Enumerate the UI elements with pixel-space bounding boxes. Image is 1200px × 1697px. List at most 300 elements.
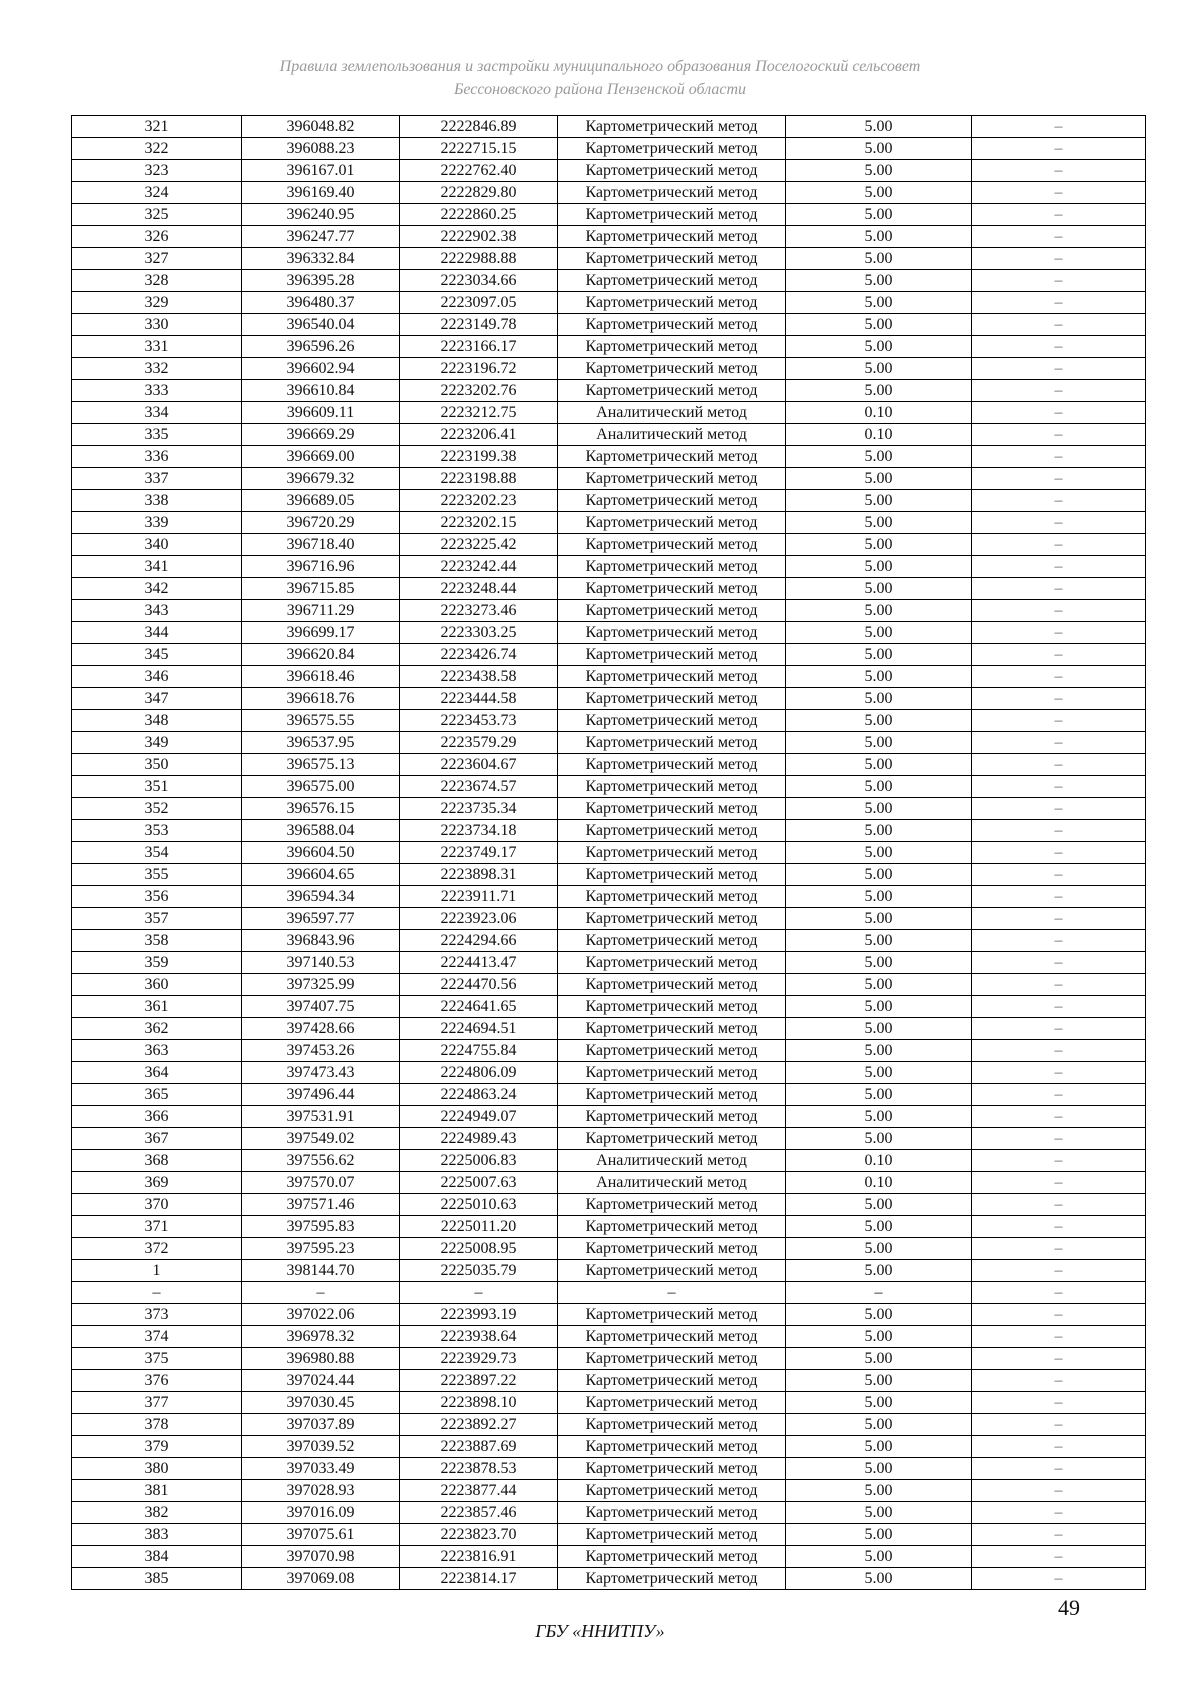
accuracy-cell: 0.10 [786, 1172, 972, 1194]
x-coordinate-cell: 397595.83 [242, 1216, 400, 1238]
accuracy-cell: 5.00 [786, 1062, 972, 1084]
note-cell: – [972, 1480, 1146, 1502]
point-number-cell: 364 [72, 1062, 242, 1084]
accuracy-cell: 5.00 [786, 908, 972, 930]
x-coordinate-cell: 397531.91 [242, 1106, 400, 1128]
note-cell: – [972, 314, 1146, 336]
note-cell: – [972, 1546, 1146, 1568]
method-cell: Картометрический метод [558, 512, 786, 534]
x-coordinate-cell: 398144.70 [242, 1260, 400, 1282]
x-coordinate-cell: 396711.29 [242, 600, 400, 622]
table-row [72, 1018, 1146, 1040]
table-row [72, 116, 1146, 138]
note-cell: – [972, 512, 1146, 534]
point-number-cell: 368 [72, 1150, 242, 1172]
note-cell: – [972, 1018, 1146, 1040]
table-row [72, 1480, 1146, 1502]
y-coordinate-cell: 2223225.42 [400, 534, 558, 556]
method-cell: Аналитический метод [558, 1150, 786, 1172]
method-cell: Аналитический метод [558, 424, 786, 446]
table-row [72, 1304, 1146, 1326]
accuracy-cell: 5.00 [786, 1524, 972, 1546]
accuracy-cell: 5.00 [786, 578, 972, 600]
table-row [72, 468, 1146, 490]
accuracy-cell: 5.00 [786, 1216, 972, 1238]
accuracy-cell: 5.00 [786, 380, 972, 402]
table-row [72, 1084, 1146, 1106]
table-row [72, 930, 1146, 952]
x-coordinate-cell: 396537.95 [242, 732, 400, 754]
x-coordinate-cell: 396575.55 [242, 710, 400, 732]
method-cell: Картометрический метод [558, 1128, 786, 1150]
point-number-cell: 325 [72, 204, 242, 226]
method-cell: Картометрический метод [558, 1018, 786, 1040]
method-cell: Картометрический метод [558, 1084, 786, 1106]
point-number-cell: 1 [72, 1260, 242, 1282]
table-row [72, 556, 1146, 578]
note-cell: – [972, 930, 1146, 952]
table-row [72, 754, 1146, 776]
x-coordinate-cell: 396609.11 [242, 402, 400, 424]
method-cell: Картометрический метод [558, 446, 786, 468]
point-number-cell: 353 [72, 820, 242, 842]
x-coordinate-cell: 396689.05 [242, 490, 400, 512]
accuracy-cell: 5.00 [786, 952, 972, 974]
method-cell: Картометрический метод [558, 1348, 786, 1370]
method-cell: Аналитический метод [558, 1172, 786, 1194]
point-number-cell: 365 [72, 1084, 242, 1106]
method-cell: Картометрический метод [558, 666, 786, 688]
y-coordinate-cell: 2223823.70 [400, 1524, 558, 1546]
accuracy-cell: 5.00 [786, 1502, 972, 1524]
table-row [72, 534, 1146, 556]
method-cell: Картометрический метод [558, 1480, 786, 1502]
point-number-cell: 345 [72, 644, 242, 666]
method-cell: Картометрический метод [558, 1568, 786, 1590]
table-row [72, 1568, 1146, 1590]
table-row [72, 424, 1146, 446]
table-row [72, 974, 1146, 996]
x-coordinate-cell: 397030.45 [242, 1392, 400, 1414]
y-coordinate-cell: 2222829.80 [400, 182, 558, 204]
method-cell: Картометрический метод [558, 1502, 786, 1524]
method-cell: Картометрический метод [558, 380, 786, 402]
accuracy-cell: 5.00 [786, 226, 972, 248]
note-cell: – [972, 556, 1146, 578]
note-cell: – [972, 138, 1146, 160]
x-coordinate-cell: 397325.99 [242, 974, 400, 996]
document-header [0, 55, 1200, 101]
note-cell: – [972, 1524, 1146, 1546]
table-row [72, 776, 1146, 798]
note-cell: – [972, 1150, 1146, 1172]
point-number-cell: 327 [72, 248, 242, 270]
x-coordinate-cell: 397570.07 [242, 1172, 400, 1194]
table-row [72, 1172, 1146, 1194]
note-cell: – [972, 358, 1146, 380]
note-cell: – [972, 1040, 1146, 1062]
x-coordinate-cell: 396602.94 [242, 358, 400, 380]
point-number-cell: 337 [72, 468, 242, 490]
table-row [72, 1216, 1146, 1238]
table-row [72, 688, 1146, 710]
x-coordinate-cell: 397028.93 [242, 1480, 400, 1502]
method-cell: Картометрический метод [558, 886, 786, 908]
point-number-cell: 374 [72, 1326, 242, 1348]
method-cell: Картометрический метод [558, 1062, 786, 1084]
method-cell: Картометрический метод [558, 204, 786, 226]
note-cell: – [972, 402, 1146, 424]
method-cell: Картометрический метод [558, 754, 786, 776]
point-number-cell: 385 [72, 1568, 242, 1590]
y-coordinate-cell: 2224294.66 [400, 930, 558, 952]
accuracy-cell: 5.00 [786, 930, 972, 952]
accuracy-cell: 5.00 [786, 468, 972, 490]
accuracy-cell: 5.00 [786, 336, 972, 358]
y-coordinate-cell: 2224694.51 [400, 1018, 558, 1040]
y-coordinate-cell: 2224470.56 [400, 974, 558, 996]
accuracy-cell: 0.10 [786, 1150, 972, 1172]
accuracy-cell: 5.00 [786, 116, 972, 138]
y-coordinate-cell: 2223444.58 [400, 688, 558, 710]
y-coordinate-cell: 2223034.66 [400, 270, 558, 292]
x-coordinate-cell: 397070.98 [242, 1546, 400, 1568]
note-cell: – [972, 732, 1146, 754]
y-coordinate-cell: 2223097.05 [400, 292, 558, 314]
point-number-cell: 330 [72, 314, 242, 336]
table-row [72, 380, 1146, 402]
note-cell: – [972, 864, 1146, 886]
accuracy-cell: 5.00 [786, 820, 972, 842]
note-cell: – [972, 1062, 1146, 1084]
note-cell: – [972, 1084, 1146, 1106]
coordinates-table [71, 115, 1146, 1590]
table-row [72, 358, 1146, 380]
y-coordinate-cell: 2223303.25 [400, 622, 558, 644]
point-number-cell: 343 [72, 600, 242, 622]
y-coordinate-cell: 2223929.73 [400, 1348, 558, 1370]
note-cell: – [972, 996, 1146, 1018]
y-coordinate-cell: 2224755.84 [400, 1040, 558, 1062]
y-coordinate-cell: 2223426.74 [400, 644, 558, 666]
table-row [72, 138, 1146, 160]
note-cell: – [972, 1260, 1146, 1282]
note-cell: – [972, 380, 1146, 402]
table-row [72, 292, 1146, 314]
x-coordinate-cell: 396540.04 [242, 314, 400, 336]
method-cell: Картометрический метод [558, 116, 786, 138]
y-coordinate-cell: 2223892.27 [400, 1414, 558, 1436]
table-row [72, 160, 1146, 182]
table-row [72, 1546, 1146, 1568]
x-coordinate-cell: 396604.50 [242, 842, 400, 864]
note-cell: – [972, 1326, 1146, 1348]
table-row [72, 666, 1146, 688]
table-row [72, 1062, 1146, 1084]
table-row [72, 248, 1146, 270]
accuracy-cell: 5.00 [786, 776, 972, 798]
accuracy-cell: 5.00 [786, 666, 972, 688]
page-number: 49 [1058, 1595, 1080, 1620]
x-coordinate-cell: 396576.15 [242, 798, 400, 820]
y-coordinate-cell: 2223166.17 [400, 336, 558, 358]
table-row [72, 1194, 1146, 1216]
accuracy-cell: 5.00 [786, 1084, 972, 1106]
x-coordinate-cell: 396604.65 [242, 864, 400, 886]
note-cell: – [972, 292, 1146, 314]
x-coordinate-cell: – [242, 1282, 400, 1304]
y-coordinate-cell: 2223816.91 [400, 1546, 558, 1568]
method-cell: Картометрический метод [558, 908, 786, 930]
x-coordinate-cell: 396480.37 [242, 292, 400, 314]
y-coordinate-cell: 2223938.64 [400, 1326, 558, 1348]
accuracy-cell: 5.00 [786, 1326, 972, 1348]
y-coordinate-cell: 2224863.24 [400, 1084, 558, 1106]
method-cell: Картометрический метод [558, 248, 786, 270]
y-coordinate-cell: 2223202.15 [400, 512, 558, 534]
accuracy-cell: 5.00 [786, 204, 972, 226]
point-number-cell: 357 [72, 908, 242, 930]
y-coordinate-cell: 2224989.43 [400, 1128, 558, 1150]
note-cell: – [972, 116, 1146, 138]
note-cell: – [972, 534, 1146, 556]
y-coordinate-cell: 2223242.44 [400, 556, 558, 578]
point-number-cell: 382 [72, 1502, 242, 1524]
y-coordinate-cell: 2223911.71 [400, 886, 558, 908]
method-cell: – [558, 1282, 786, 1304]
point-number-cell: 328 [72, 270, 242, 292]
y-coordinate-cell: 2223735.34 [400, 798, 558, 820]
table-row [72, 1392, 1146, 1414]
y-coordinate-cell: 2225011.20 [400, 1216, 558, 1238]
x-coordinate-cell: 397140.53 [242, 952, 400, 974]
y-coordinate-cell: 2223453.73 [400, 710, 558, 732]
note-cell: – [972, 688, 1146, 710]
point-number-cell: 367 [72, 1128, 242, 1150]
method-cell: Картометрический метод [558, 864, 786, 886]
point-number-cell: 379 [72, 1436, 242, 1458]
point-number-cell: 340 [72, 534, 242, 556]
y-coordinate-cell: 2223273.46 [400, 600, 558, 622]
x-coordinate-cell: 396588.04 [242, 820, 400, 842]
note-cell: – [972, 600, 1146, 622]
accuracy-cell: 5.00 [786, 996, 972, 1018]
y-coordinate-cell: 2222988.88 [400, 248, 558, 270]
table-row [72, 886, 1146, 908]
y-coordinate-cell: 2223212.75 [400, 402, 558, 424]
table-row [72, 1436, 1146, 1458]
accuracy-cell: 5.00 [786, 1194, 972, 1216]
table-row [72, 446, 1146, 468]
table-row [72, 1458, 1146, 1480]
table-row [72, 1326, 1146, 1348]
accuracy-cell: 5.00 [786, 622, 972, 644]
method-cell: Картометрический метод [558, 930, 786, 952]
x-coordinate-cell: 396715.85 [242, 578, 400, 600]
x-coordinate-cell: 396332.84 [242, 248, 400, 270]
note-cell: – [972, 160, 1146, 182]
point-number-cell: 377 [72, 1392, 242, 1414]
method-cell: Картометрический метод [558, 138, 786, 160]
table-row [72, 820, 1146, 842]
point-number-cell: 380 [72, 1458, 242, 1480]
method-cell: Картометрический метод [558, 1546, 786, 1568]
accuracy-cell: 5.00 [786, 1458, 972, 1480]
y-coordinate-cell: 2225010.63 [400, 1194, 558, 1216]
y-coordinate-cell: 2222860.25 [400, 204, 558, 226]
note-cell: – [972, 468, 1146, 490]
table-row [72, 732, 1146, 754]
method-cell: Картометрический метод [558, 974, 786, 996]
method-cell: Аналитический метод [558, 402, 786, 424]
point-number-cell: 358 [72, 930, 242, 952]
y-coordinate-cell: 2223877.44 [400, 1480, 558, 1502]
y-coordinate-cell: 2223202.76 [400, 380, 558, 402]
x-coordinate-cell: 397037.89 [242, 1414, 400, 1436]
point-number-cell: 355 [72, 864, 242, 886]
method-cell: Картометрический метод [558, 182, 786, 204]
table-row [72, 842, 1146, 864]
point-number-cell: 347 [72, 688, 242, 710]
x-coordinate-cell: 397556.62 [242, 1150, 400, 1172]
x-coordinate-cell: 396620.84 [242, 644, 400, 666]
table-row [72, 1040, 1146, 1062]
point-number-cell: 376 [72, 1370, 242, 1392]
note-cell: – [972, 336, 1146, 358]
point-number-cell: 384 [72, 1546, 242, 1568]
x-coordinate-cell: 397571.46 [242, 1194, 400, 1216]
x-coordinate-cell: 397016.09 [242, 1502, 400, 1524]
method-cell: Картометрический метод [558, 336, 786, 358]
point-number-cell: 359 [72, 952, 242, 974]
point-number-cell: 348 [72, 710, 242, 732]
y-coordinate-cell: 2222902.38 [400, 226, 558, 248]
point-number-cell: 341 [72, 556, 242, 578]
accuracy-cell: 5.00 [786, 1568, 972, 1590]
table-row [72, 182, 1146, 204]
y-coordinate-cell: 2223604.67 [400, 754, 558, 776]
method-cell: Картометрический метод [558, 842, 786, 864]
accuracy-cell: 5.00 [786, 886, 972, 908]
y-coordinate-cell: 2225008.95 [400, 1238, 558, 1260]
point-number-cell: 350 [72, 754, 242, 776]
accuracy-cell: 5.00 [786, 600, 972, 622]
y-coordinate-cell: 2223248.44 [400, 578, 558, 600]
x-coordinate-cell: 397033.49 [242, 1458, 400, 1480]
x-coordinate-cell: 397039.52 [242, 1436, 400, 1458]
y-coordinate-cell: 2224949.07 [400, 1106, 558, 1128]
x-coordinate-cell: 396240.95 [242, 204, 400, 226]
x-coordinate-cell: 396669.29 [242, 424, 400, 446]
note-cell: – [972, 578, 1146, 600]
table-row [72, 512, 1146, 534]
table-row [72, 1502, 1146, 1524]
method-cell: Картометрический метод [558, 952, 786, 974]
table-row [72, 1128, 1146, 1150]
note-cell: – [972, 1568, 1146, 1590]
method-cell: Картометрический метод [558, 534, 786, 556]
x-coordinate-cell: 397407.75 [242, 996, 400, 1018]
table-row [72, 490, 1146, 512]
accuracy-cell: 5.00 [786, 490, 972, 512]
y-coordinate-cell: 2223814.17 [400, 1568, 558, 1590]
y-coordinate-cell: 2223199.38 [400, 446, 558, 468]
accuracy-cell: 5.00 [786, 182, 972, 204]
note-cell: – [972, 798, 1146, 820]
x-coordinate-cell: 397069.08 [242, 1568, 400, 1590]
y-coordinate-cell: 2223993.19 [400, 1304, 558, 1326]
y-coordinate-cell: 2225007.63 [400, 1172, 558, 1194]
method-cell: Картометрический метод [558, 1040, 786, 1062]
point-number-cell: 371 [72, 1216, 242, 1238]
note-cell: – [972, 754, 1146, 776]
accuracy-cell: 5.00 [786, 1436, 972, 1458]
table-row [72, 710, 1146, 732]
point-number-cell: 381 [72, 1480, 242, 1502]
table-row [72, 402, 1146, 424]
note-cell: – [972, 820, 1146, 842]
x-coordinate-cell: 397549.02 [242, 1128, 400, 1150]
point-number-cell: 369 [72, 1172, 242, 1194]
accuracy-cell: 5.00 [786, 160, 972, 182]
method-cell: Картометрический метод [558, 314, 786, 336]
x-coordinate-cell: 397496.44 [242, 1084, 400, 1106]
x-coordinate-cell: 396669.00 [242, 446, 400, 468]
x-coordinate-cell: 396980.88 [242, 1348, 400, 1370]
accuracy-cell: 5.00 [786, 798, 972, 820]
y-coordinate-cell: 2223878.53 [400, 1458, 558, 1480]
table-row [72, 600, 1146, 622]
note-cell: – [972, 182, 1146, 204]
accuracy-cell: 5.00 [786, 446, 972, 468]
point-number-cell: 322 [72, 138, 242, 160]
note-cell: – [972, 974, 1146, 996]
x-coordinate-cell: 396610.84 [242, 380, 400, 402]
point-number-cell: 326 [72, 226, 242, 248]
x-coordinate-cell: 396594.34 [242, 886, 400, 908]
y-coordinate-cell: 2223202.23 [400, 490, 558, 512]
x-coordinate-cell: 397428.66 [242, 1018, 400, 1040]
table-row [72, 644, 1146, 666]
point-number-cell: 351 [72, 776, 242, 798]
x-coordinate-cell: 396247.77 [242, 226, 400, 248]
accuracy-cell: 5.00 [786, 534, 972, 556]
x-coordinate-cell: 396597.77 [242, 908, 400, 930]
point-number-cell: 342 [72, 578, 242, 600]
point-number-cell: – [72, 1282, 242, 1304]
method-cell: Картометрический метод [558, 468, 786, 490]
y-coordinate-cell: 2223898.10 [400, 1392, 558, 1414]
point-number-cell: 344 [72, 622, 242, 644]
point-number-cell: 336 [72, 446, 242, 468]
method-cell: Картометрический метод [558, 1458, 786, 1480]
y-coordinate-cell: 2223887.69 [400, 1436, 558, 1458]
point-number-cell: 362 [72, 1018, 242, 1040]
accuracy-cell: 5.00 [786, 1128, 972, 1150]
method-cell: Картометрический метод [558, 226, 786, 248]
x-coordinate-cell: 397473.43 [242, 1062, 400, 1084]
note-cell: – [972, 644, 1146, 666]
point-number-cell: 324 [72, 182, 242, 204]
accuracy-cell: 5.00 [786, 314, 972, 336]
method-cell: Картометрический метод [558, 160, 786, 182]
method-cell: Картометрический метод [558, 1194, 786, 1216]
method-cell: Картометрический метод [558, 996, 786, 1018]
y-coordinate-cell: 2222762.40 [400, 160, 558, 182]
method-cell: Картометрический метод [558, 1326, 786, 1348]
y-coordinate-cell: 2223674.57 [400, 776, 558, 798]
table-row [72, 1150, 1146, 1172]
